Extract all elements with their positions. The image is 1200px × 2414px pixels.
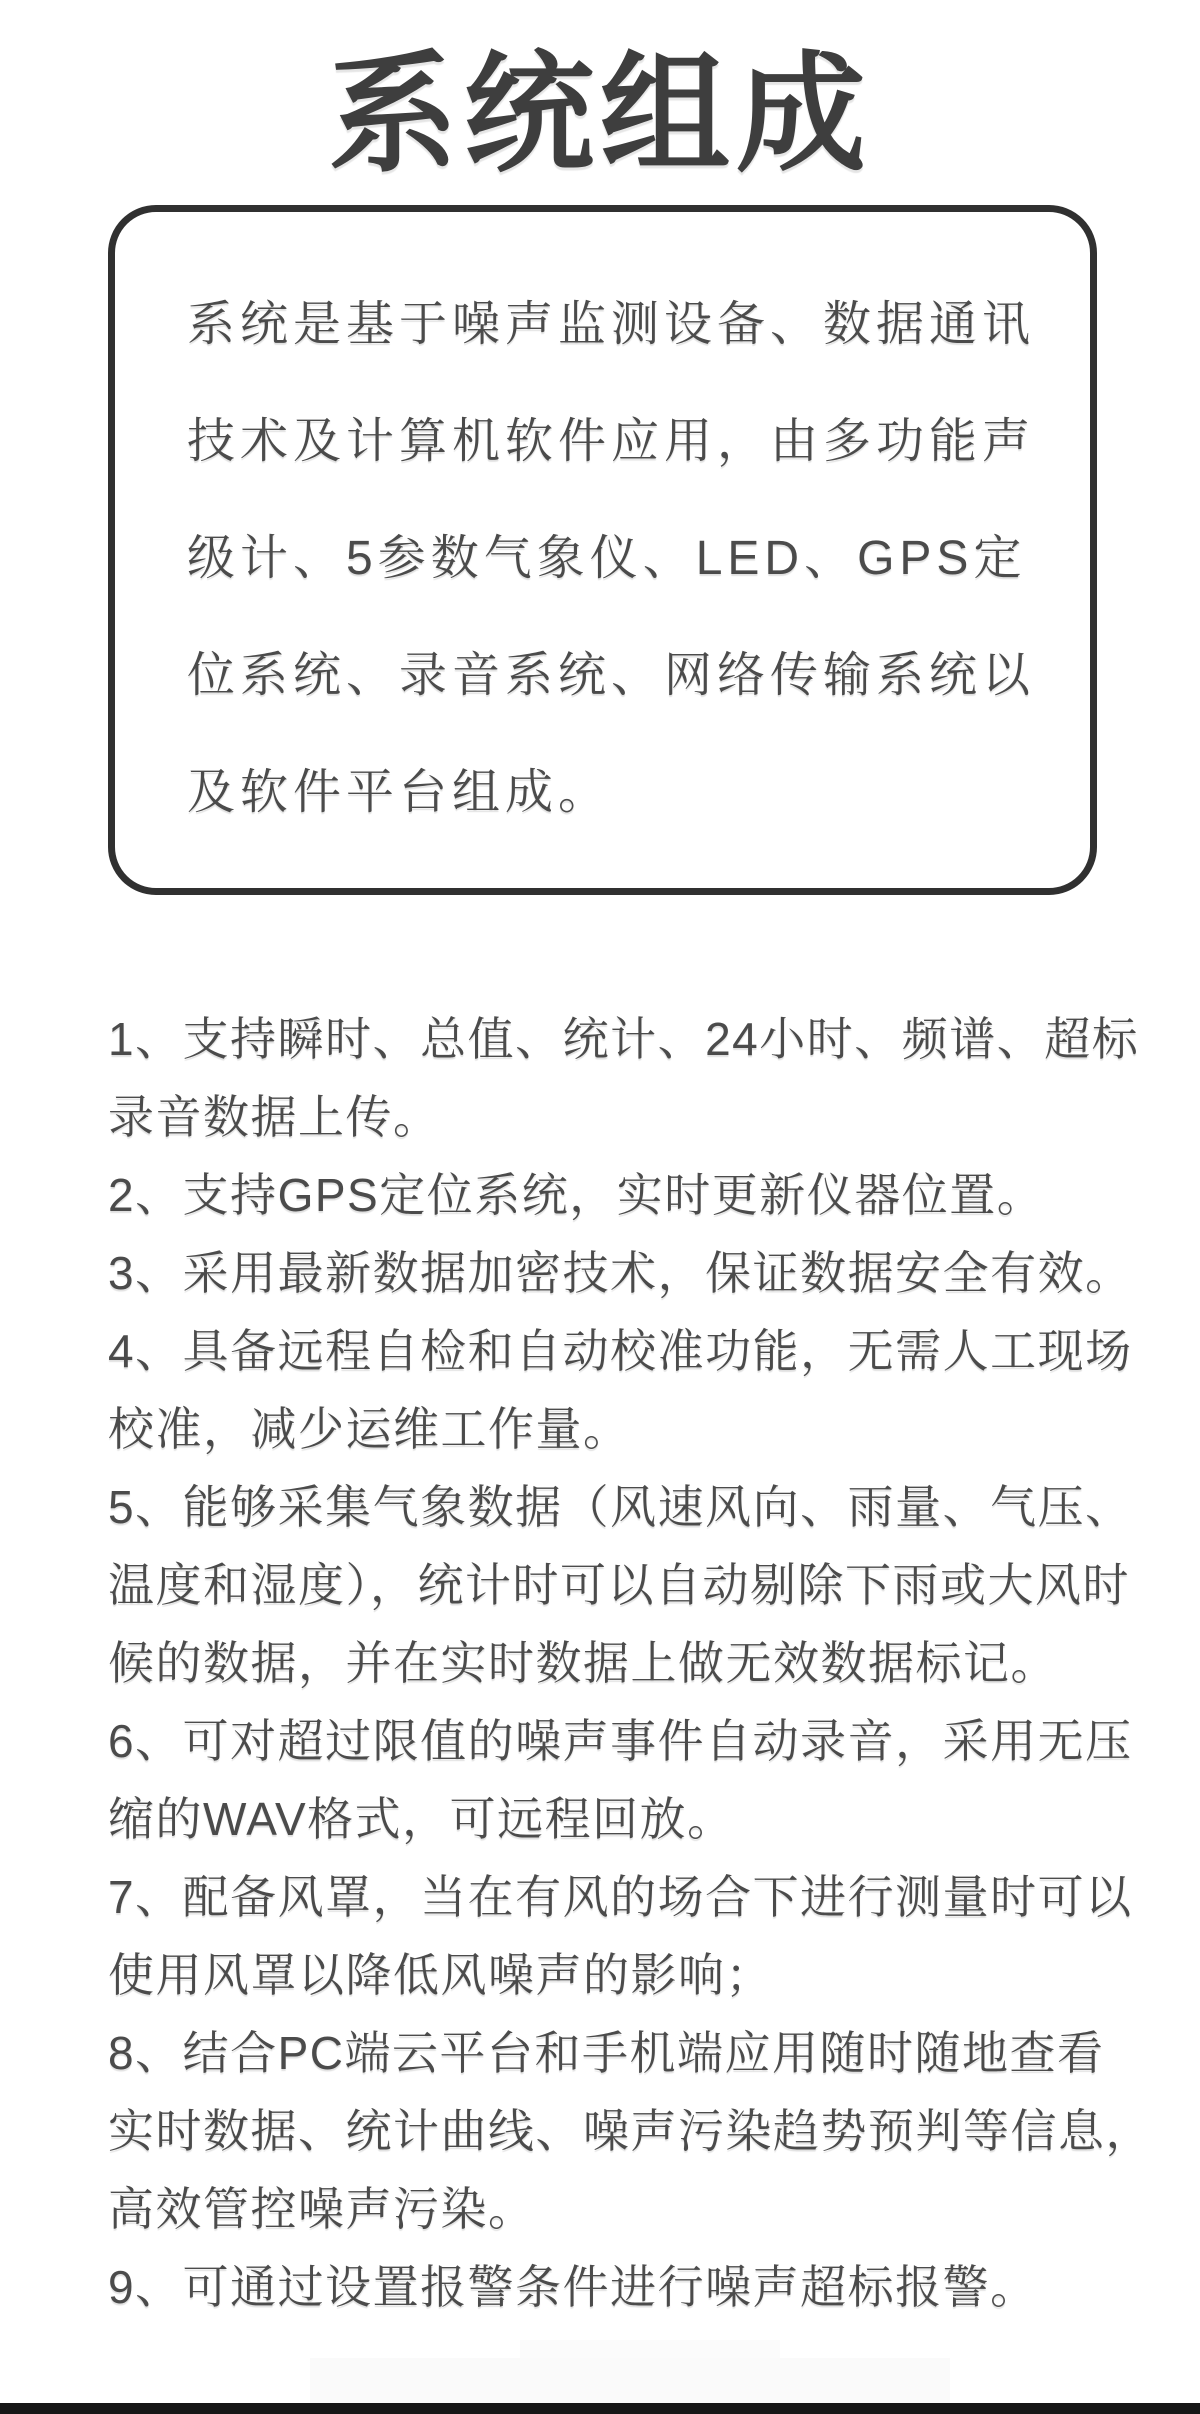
intro-line: 位系统、录音系统、网络传输系统以 — [187, 649, 1036, 702]
feature-item-3 — [108, 1234, 1168, 1312]
feature-line: 6、可对超过限值的噪声事件自动录音，采用无压 — [108, 1715, 1133, 1767]
intro-line: 技术及计算机软件应用，由多功能声 — [187, 415, 1036, 468]
feature-item-7 — [108, 1858, 1168, 2014]
intro-line: 系统是基于噪声监测设备、数据通讯 — [187, 298, 1036, 351]
feature-line: 5、能够采集气象数据（风速风向、雨量、气压、 — [108, 1481, 1133, 1533]
intro-box — [108, 205, 1097, 895]
feature-line: 1、支持瞬时、总值、统计、24小时、频谱、超标 — [108, 1013, 1140, 1065]
faint-silhouette — [310, 2358, 950, 2403]
feature-item-6 — [108, 1702, 1168, 1858]
feature-line: 8、结合PC端云平台和手机端应用随时随地查看 — [108, 2027, 1105, 2079]
feature-line: 缩的WAV格式，可远程回放。 — [108, 1793, 735, 1845]
feature-line: 候的数据，并在实时数据上做无效数据标记。 — [108, 1637, 1058, 1689]
feature-item-1 — [108, 1000, 1168, 1156]
feature-item-8 — [108, 2014, 1168, 2248]
page-title: 系统组成 — [327, 41, 872, 187]
feature-line: 7、配备风罩，当在有风的场合下进行测量时可以 — [108, 1871, 1133, 1923]
feature-line: 录音数据上传。 — [108, 1091, 441, 1143]
feature-line: 2、支持GPS定位系统，实时更新仪器位置。 — [108, 1169, 1045, 1221]
feature-line: 4、具备远程自检和自动校准功能，无需人工现场 — [108, 1325, 1133, 1377]
feature-line: 实时数据、统计曲线、噪声污染趋势预判等信息， — [108, 2105, 1153, 2157]
intro-line: 级计、5参数气象仪、LED、GPS定 — [187, 532, 1027, 585]
feature-item-9 — [108, 2248, 1168, 2326]
feature-line: 校准，减少运维工作量。 — [108, 1403, 631, 1455]
feature-line: 使用风罩以降低风噪声的影响； — [108, 1949, 773, 2001]
feature-line: 高效管控噪声污染。 — [108, 2183, 536, 2235]
intro-text — [115, 212, 1090, 851]
feature-line: 3、采用最新数据加密技术，保证数据安全有效。 — [108, 1247, 1133, 1299]
intro-line: 及软件平台组成。 — [187, 766, 612, 819]
feature-item-5 — [108, 1468, 1168, 1702]
feature-line: 9、可通过设置报警条件进行噪声超标报警。 — [108, 2261, 1038, 2313]
feature-line: 温度和湿度），统计时可以自动剔除下雨或大风时 — [108, 1559, 1130, 1611]
feature-item-4 — [108, 1312, 1168, 1468]
feature-item-2 — [108, 1156, 1168, 1234]
bottom-divider-bar — [0, 2403, 1200, 2414]
feature-list — [108, 1000, 1168, 2326]
